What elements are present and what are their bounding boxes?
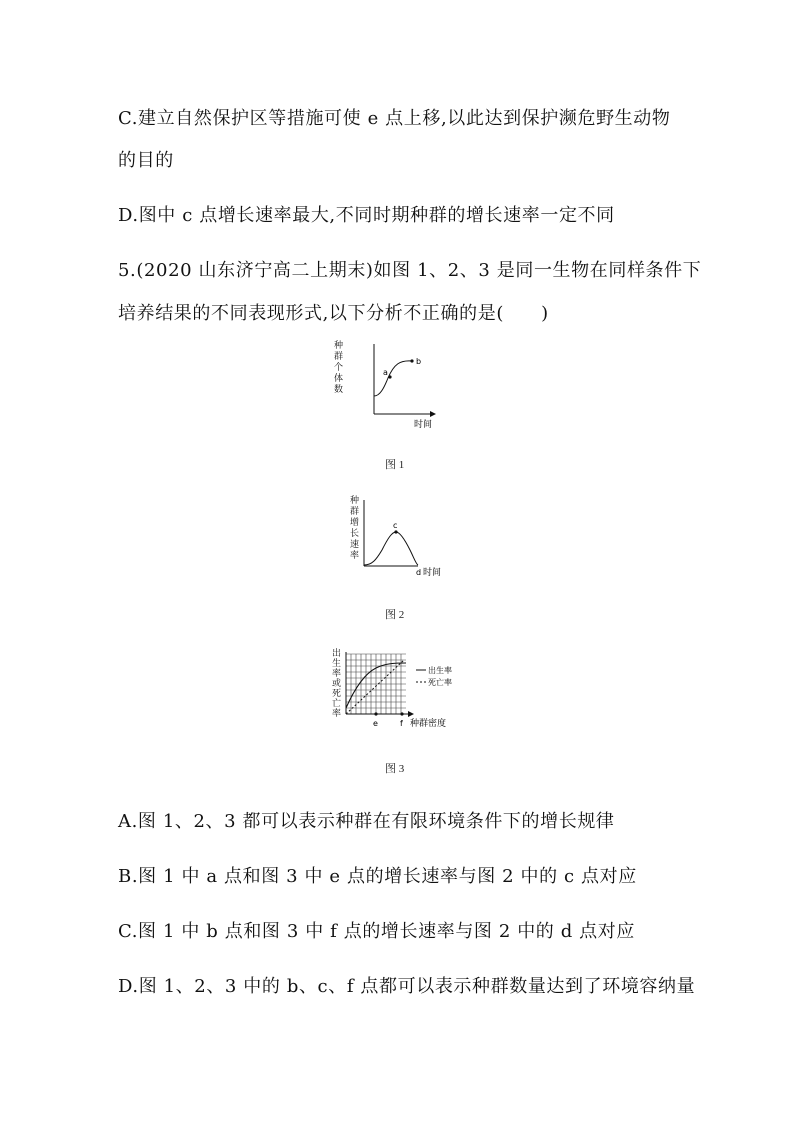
fig1-s-curve xyxy=(374,361,412,396)
fig2-ylabel-5: 率 xyxy=(350,551,360,561)
fig1-ylabel-2: 个 xyxy=(334,363,344,373)
fig2-ylabel-1: 群 xyxy=(350,507,360,517)
fig1-point-b xyxy=(410,359,413,362)
figure-2-graph xyxy=(330,494,450,584)
fig2-ylabel-4: 速 xyxy=(350,540,360,550)
figure-2-caption: 图 2 xyxy=(385,609,405,621)
q4-option-c-line1: C.建立自然保护区等措施可使 e 点上移,以此达到保护濒危野生动物 xyxy=(118,108,671,129)
fig1-xlabel: 时间 xyxy=(414,420,433,430)
figure-1-caption: 图 1 xyxy=(385,459,405,471)
fig3-legend-death: 死亡率 xyxy=(428,678,452,687)
fig1-ylabel-3: 体 xyxy=(334,374,344,384)
fig3-ylabel-1: 生 xyxy=(332,659,342,669)
fig1-x-arrow xyxy=(430,411,436,417)
fig2-bell-curve xyxy=(364,532,418,565)
fig2-label-c: c xyxy=(393,521,398,530)
fig3-point-e xyxy=(374,712,377,715)
fig3-ylabel-2: 率 xyxy=(332,669,342,679)
q5-option-d: D.图 1、2、3 中的 b、c、f 点都可以表示种群数量达到了环境容纳量 xyxy=(118,976,696,997)
q5-option-a: A.图 1、2、3 都可以表示种群在有限环境条件下的增长规律 xyxy=(118,811,615,832)
fig3-ylabel-5: 亡 xyxy=(332,699,342,709)
fig3-label-f: f xyxy=(400,719,403,728)
figure-3-caption: 图 3 xyxy=(385,763,405,775)
q5-option-c: C.图 1 中 b 点和图 3 中 f 点的增长速率与图 2 中的 d 点对应 xyxy=(118,921,635,942)
fig3-ylabel-0: 出 xyxy=(332,649,342,659)
fig3-ylabel-3: 或 xyxy=(332,679,342,689)
q4-option-c-line2: 的目的 xyxy=(118,150,174,171)
fig3-x-arrow xyxy=(408,711,414,717)
fig2-ylabel-0: 种 xyxy=(350,496,360,506)
q5-stem-line2: 培养结果的不同表现形式,以下分析不正确的是( ) xyxy=(118,303,549,324)
fig1-ylabel-1: 群 xyxy=(334,352,344,362)
fig2-point-c xyxy=(394,530,397,533)
fig2-xlabel: 时间 xyxy=(423,568,442,578)
fig3-label-e: e xyxy=(373,719,378,728)
fig3-xlabel: 种群密度 xyxy=(410,719,447,729)
q5-option-b: B.图 1 中 a 点和图 3 中 e 点的增长速率与图 2 中的 c 点对应 xyxy=(118,866,637,887)
fig3-ylabel-4: 死 xyxy=(332,689,342,699)
figure-1-graph xyxy=(330,338,450,433)
fig2-ylabel-3: 长 xyxy=(350,529,360,539)
fig1-ylabel-4: 数 xyxy=(334,385,344,395)
fig1-ylabel-0: 种 xyxy=(334,341,344,351)
q5-stem-line1: 5.(2020 山东济宁高二上期末)如图 1、2、3 是同一生物在同样条件下 xyxy=(118,260,702,281)
fig1-point-a xyxy=(388,375,391,378)
fig1-label-b: b xyxy=(416,357,422,366)
fig3-ylabel-6: 率 xyxy=(332,709,342,719)
q4-option-d: D.图中 c 点增长速率最大,不同时期种群的增长速率一定不同 xyxy=(118,205,615,226)
fig2-label-d: d xyxy=(416,568,422,577)
fig1-label-a: a xyxy=(383,368,388,377)
fig2-ylabel-2: 增 xyxy=(350,518,360,528)
figure-3-graph xyxy=(330,646,490,736)
fig3-legend-birth: 出生率 xyxy=(428,666,452,675)
fig3-point-f xyxy=(400,712,403,715)
